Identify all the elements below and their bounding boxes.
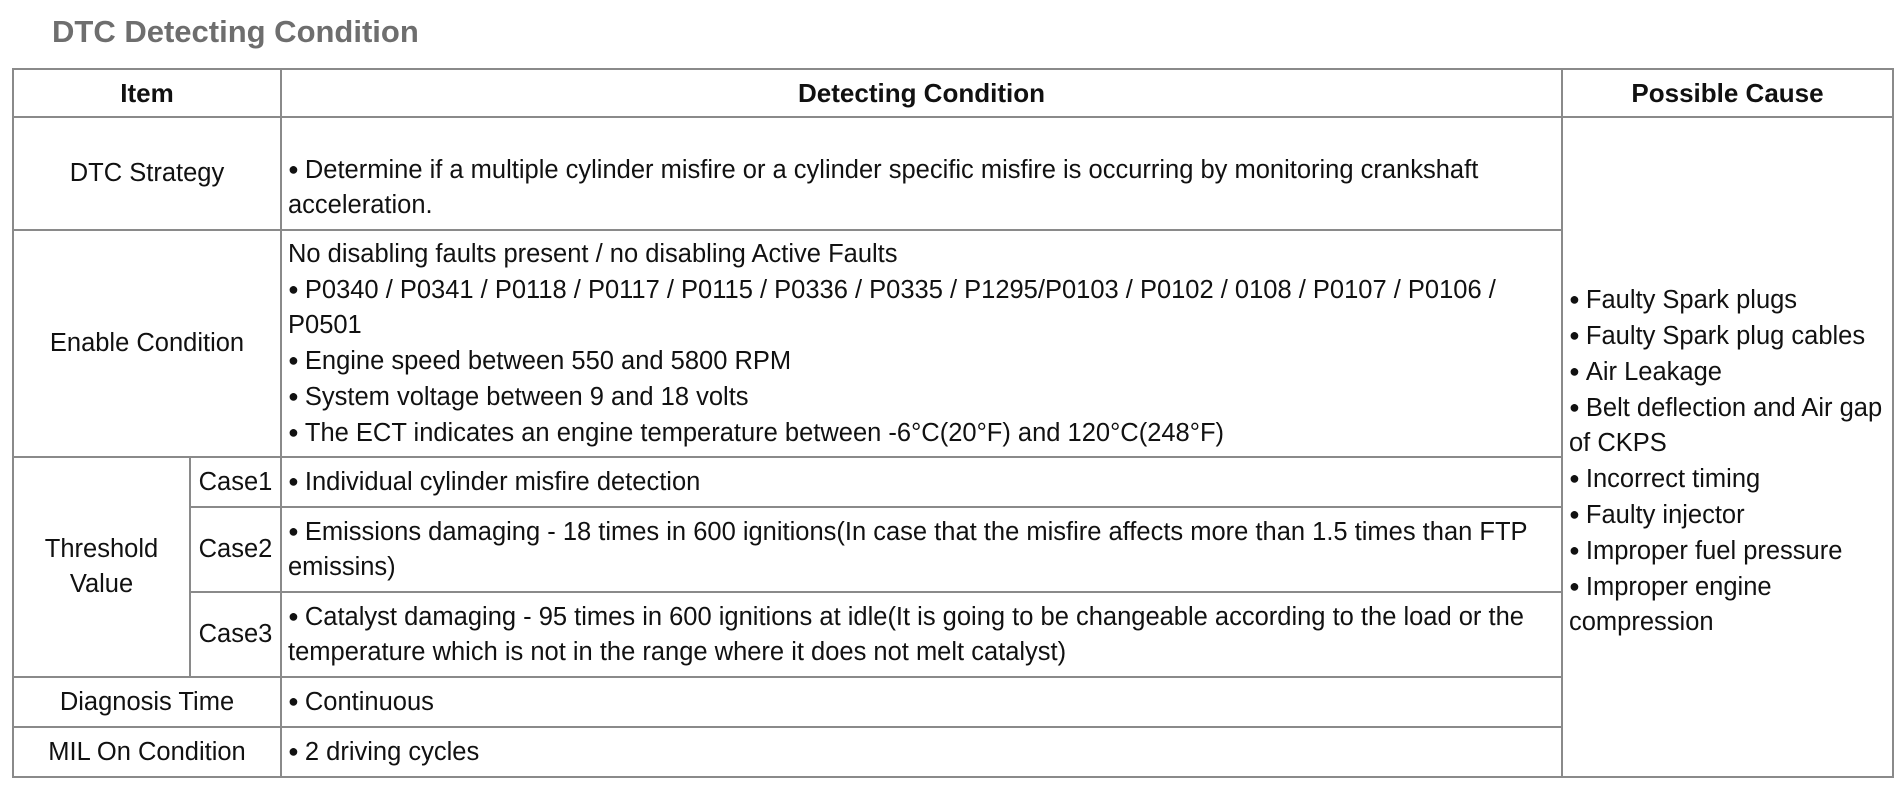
item-dtc-strategy: DTC Strategy: [13, 117, 281, 230]
item-diagnosis-time: Diagnosis Time: [13, 677, 281, 727]
bullet-icon: ●: [288, 606, 299, 626]
condition-line: ● Continuous: [288, 684, 1557, 720]
bullet-icon: ●: [288, 421, 299, 442]
condition-enable: [281, 230, 1562, 457]
item-enable-condition: Enable Condition: [13, 230, 281, 457]
possible-cause-item: ● Improper engine compression: [1569, 569, 1888, 640]
condition-line: ● P0340 / P0341 / P0118 / P0117 / P0115 / P0336 / P0335 / P1295/P0103 / P0102 / 0108 / P0107 / P0106 / P0501: [288, 272, 1557, 343]
item-mil-on-condition: MIL On Condition: [13, 727, 281, 777]
bullet-icon: ●: [288, 521, 299, 541]
possible-cause-item: ● Incorrect timing: [1569, 461, 1888, 497]
possible-cause-item: ● Air Leakage: [1569, 354, 1888, 390]
condition-line: ● Engine speed between 550 and 5800 RPM: [288, 343, 1557, 379]
bullet-icon: ●: [288, 471, 299, 491]
possible-cause-item: ● Faulty Spark plugs: [1569, 282, 1888, 318]
table-row-dtc-strategy: [13, 117, 1893, 230]
condition-mil-on: [281, 727, 1562, 777]
condition-line: ● The ECT indicates an engine temperature between -6°C(20°F) and 120°C(248°F): [288, 415, 1557, 451]
bullet-icon: ●: [288, 691, 299, 711]
bullet-icon: ●: [1569, 576, 1580, 596]
possible-cause-item: ● Faulty Spark plug cables: [1569, 318, 1888, 354]
header-item: Item: [13, 69, 281, 117]
condition-line: ● 2 driving cycles: [288, 734, 1557, 770]
case-label-3: Case3: [190, 592, 281, 677]
table-header-row: [13, 69, 1893, 117]
condition-dtc-strategy: [281, 117, 1562, 230]
case-label-2: Case2: [190, 507, 281, 592]
possible-cause-item: ● Improper fuel pressure: [1569, 533, 1888, 569]
case-label-1: Case1: [190, 457, 281, 507]
bullet-icon: ●: [1569, 397, 1580, 417]
bullet-icon: ●: [288, 349, 299, 370]
bullet-icon: ●: [288, 741, 299, 761]
condition-case1: [281, 457, 1562, 507]
bullet-icon: ●: [288, 159, 299, 179]
dtc-table: [12, 68, 1894, 778]
condition-case3: [281, 592, 1562, 677]
bullet-icon: ●: [1569, 468, 1580, 488]
condition-line: ● Determine if a multiple cylinder misfire or a cylinder specific misfire is occurring by monitoring crankshaft acceleration.: [288, 152, 1557, 223]
page-title: DTC Detecting Condition: [52, 14, 419, 49]
condition-line: ● Emissions damaging - 18 times in 600 ignitions(In case that the misfire affects more than 1.5 times than FTP emissins): [288, 514, 1557, 585]
item-threshold-value: Threshold Value: [13, 457, 190, 677]
condition-line: ● Catalyst damaging - 95 times in 600 ignitions at idle(It is going to be changeable according to the load or the temperature which is not in the range where it does not melt catalyst): [288, 599, 1557, 670]
header-possible-cause: Possible Cause: [1562, 69, 1893, 117]
condition-case2: [281, 507, 1562, 592]
bullet-icon: ●: [1569, 504, 1580, 524]
bullet-icon: ●: [1569, 540, 1580, 560]
bullet-icon: ●: [288, 385, 299, 406]
bullet-icon: ●: [1569, 361, 1580, 381]
possible-cause-list: [1562, 117, 1893, 777]
condition-line: ● Individual cylinder misfire detection: [288, 464, 1557, 500]
condition-intro: No disabling faults present / no disabling Active Faults: [288, 239, 898, 268]
possible-cause-item: ● Belt deflection and Air gap of CKPS: [1569, 390, 1888, 461]
possible-cause-item: ● Faulty injector: [1569, 497, 1888, 533]
condition-diagnosis-time: [281, 677, 1562, 727]
header-detecting-condition: Detecting Condition: [281, 69, 1562, 117]
bullet-icon: ●: [1569, 325, 1580, 345]
condition-line: ● System voltage between 9 and 18 volts: [288, 379, 1557, 415]
bullet-icon: ●: [1569, 289, 1580, 309]
bullet-icon: ●: [288, 278, 299, 299]
